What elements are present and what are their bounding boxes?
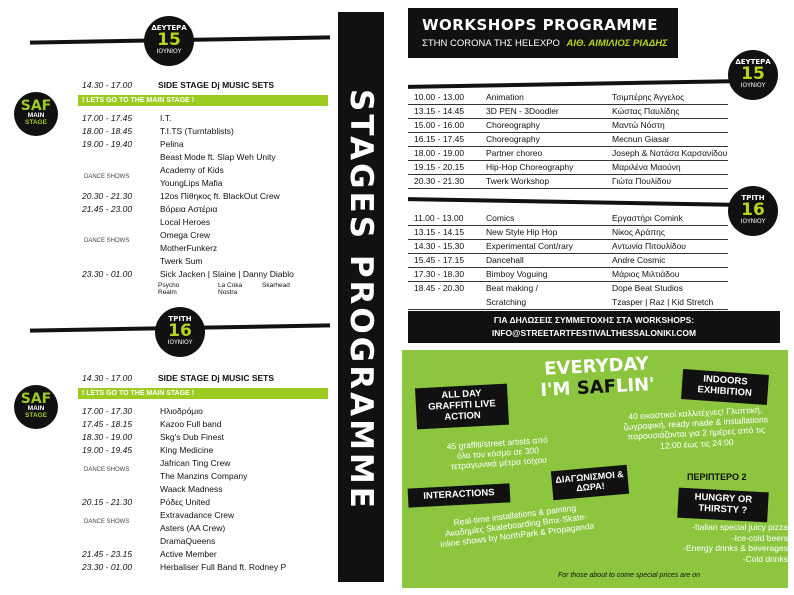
headline-line-1: EVERYDAY — [543, 353, 650, 380]
instructor: Εργαστήρι Comink — [612, 213, 683, 223]
dance-shows-label: DANCE SHOWS — [84, 467, 130, 473]
badge-weekday: ΤΡΙΤΗ — [741, 194, 765, 202]
saf-logo-word: SAF — [20, 98, 52, 114]
time: 20.30 - 21.30 — [82, 191, 133, 201]
time: 17.00 - 17.45 — [82, 113, 133, 123]
promo-panel — [402, 350, 788, 588]
dance-shows-label: DANCE SHOWS — [84, 519, 130, 525]
time: 23.30 - 01.00 — [82, 269, 133, 279]
saf-logo-text — [14, 99, 58, 113]
act-name: Pelina — [160, 139, 184, 149]
act-name: Academy of Kids — [160, 165, 224, 175]
instructor: Αντωνία Πιτουλίδου — [612, 241, 686, 251]
indoors-title: INDOORS EXHIBITION — [681, 369, 769, 405]
saf-logo-main: MAIN — [27, 405, 45, 412]
time: 20.30 - 21.30 — [414, 176, 465, 186]
time: 18.00 - 18.45 — [82, 126, 133, 136]
workshop-name: Comics — [486, 213, 515, 223]
instructor: Μαντώ Νόστη — [612, 120, 665, 130]
info-email[interactable]: INFO@STREETARTFESTIVALTHESSALONIKI.COM — [491, 328, 697, 338]
time: 13.15 - 14.45 — [414, 106, 465, 116]
instructor: Νίκος Αράπης — [612, 227, 665, 237]
row-separator — [408, 281, 728, 282]
dance-shows-label: DANCE SHOWS — [84, 174, 130, 180]
time: 17.45 - 18.15 — [82, 419, 133, 429]
indoors-text: 40 εικαστικοί καλλιτέχνες! Γλυπτική, ζωγραφική, ready made & installations παρουσιάζονται για 2 ημέρες από τις 12:00 έως τις 24:00 — [623, 404, 769, 451]
badge-month: ΙΟΥΝΙΟΥ — [167, 339, 193, 346]
time: 23.30 - 01.00 — [82, 562, 133, 572]
saf-logo-stage: STAGE — [25, 118, 47, 126]
workshops-info — [408, 311, 780, 343]
workshop-name: Experimental Cont/rary — [486, 241, 573, 251]
instructor: Μάριος Μιλτιάδου — [612, 269, 680, 279]
row-separator — [408, 253, 728, 254]
instructor: Andre Cosmic — [612, 255, 666, 265]
headline-part: LIN' — [615, 374, 656, 398]
promo-headline — [501, 351, 693, 403]
ws-tuesday-badge — [728, 186, 778, 236]
graffiti-title: ALL DAY GRAFFITI LIVE ACTION — [415, 384, 509, 430]
workshop-name: New Style Hip Hop — [486, 227, 558, 237]
workshops-subtitle — [422, 38, 668, 49]
tuesday-side-label: SIDE STAGE Dj MUSIC SETS — [158, 373, 275, 383]
saf-logo-text — [14, 392, 58, 406]
time: 19.00 - 19.45 — [82, 445, 133, 455]
workshops-rule-1 — [408, 79, 738, 89]
time: 21.45 - 23.00 — [82, 204, 133, 214]
act-name: Kazoo Full band — [160, 419, 222, 429]
row-separator — [408, 104, 728, 105]
row-separator — [408, 309, 728, 310]
graffiti-text: 45 graffiti/street artists από όλο τον κόσμο σε 300 τετραγωνικά μέτρα τοίχου — [446, 434, 549, 472]
act-name: Sick Jacken | Slaine | Danny Diablo — [160, 269, 294, 279]
workshop-name: Scratching — [486, 297, 527, 307]
contest-title: ΔΙΑΓΩΝΙΣΜΟΙ & ΔΩΡΑ! — [551, 465, 629, 500]
badge-day: 16 — [741, 200, 765, 220]
badge-weekday: ΤΡΙΤΗ — [168, 315, 192, 323]
workshop-name: Twerk Workshop — [486, 176, 550, 186]
act-name: Herbaliser Full Band ft. Rodney P — [160, 562, 287, 572]
badge-day: 16 — [168, 321, 192, 341]
workshop-name: Choreography — [486, 120, 540, 130]
saf-logo-main: MAIN — [27, 112, 45, 119]
dance-shows-label: DANCE SHOWS — [84, 238, 130, 244]
act-name: Skg's Dub Finest — [160, 432, 224, 442]
hungry-note: For those about to come special prices are on — [558, 572, 701, 579]
time: 14.30 - 15.30 — [414, 241, 465, 251]
instructor: Τσιμπέρης Άγγελος — [612, 92, 685, 102]
workshop-name: 3D PEN - 3Doodler — [486, 106, 559, 116]
instructor: Mecnun Giasar — [612, 134, 670, 144]
time: 10.00 - 13.00 — [414, 92, 465, 102]
badge-day: 15 — [741, 64, 765, 84]
time: 16.15 - 17.45 — [414, 134, 465, 144]
time: 19.15 - 20.15 — [414, 162, 465, 172]
act-name: DramaQueens — [160, 536, 216, 546]
act-name: Twerk Sum — [160, 256, 203, 266]
time: 14.30 - 17.00 — [82, 80, 133, 90]
act-name: YoungLips Mafia — [160, 178, 223, 188]
hungry-title: HUNGRY OR THIRSTY ? — [677, 488, 768, 523]
badge-day: 15 — [157, 30, 181, 50]
row-separator — [408, 132, 728, 133]
interactions-text: Real-time installations & painting Ακαδημίες Skateboarding Bmx-Skate-inline shows by NorthPark & Propaganda — [439, 502, 595, 550]
act-name: Omega Crew — [160, 230, 211, 240]
hungry-list — [628, 522, 788, 565]
hungry-item: -Italian special juicy pizza — [692, 522, 788, 532]
time: 21.45 - 23.15 — [82, 549, 133, 559]
monday-date-badge — [144, 16, 194, 66]
act-name: Asters (AA Crew) — [160, 523, 226, 533]
act-name: I.T. — [160, 113, 172, 123]
workshop-name: Choreography — [486, 134, 540, 144]
row-separator — [408, 118, 728, 119]
act-name: Local Heroes — [160, 217, 211, 227]
time: 13.15 - 14.15 — [414, 227, 465, 237]
act-name: Ηλιοδρόμιο — [160, 406, 203, 416]
row-separator — [408, 267, 728, 268]
badge-month: ΙΟΥΝΙΟΥ — [740, 218, 766, 225]
instructor: Dope Beat Studios — [612, 283, 683, 293]
tuesday-main-stage-bar: ! LETS GO TO THE MAIN STAGE ! — [78, 388, 328, 399]
interactions-title: INTERACTIONS — [408, 483, 511, 507]
row-separator — [408, 225, 728, 226]
workshops-venue: ΣΤΗΝ CORONA ΤΗΣ HELEXPO — [422, 38, 560, 49]
headline-saf: SAF — [576, 376, 617, 400]
row-separator — [408, 146, 728, 147]
time: 11.00 - 13.00 — [414, 213, 464, 223]
hungry-item: -Ice-cold beers — [731, 532, 788, 543]
instructor: Κώστας Παυλίδης — [612, 106, 680, 116]
workshop-name: Dancehall — [486, 255, 524, 265]
act-name: Waack Madness — [160, 484, 223, 494]
workshops-banner — [408, 8, 678, 58]
saf-logo-word: SAF — [20, 391, 52, 407]
act-name: Beast Mode ft. Slap Weh Unity — [160, 152, 276, 162]
monday-side-label: SIDE STAGE Dj MUSIC SETS — [158, 80, 275, 90]
sub-act: Psycho Realm — [158, 282, 180, 296]
saf-main-stage-logo — [14, 92, 58, 136]
act-name: MotherFunkerz — [160, 243, 218, 253]
badge-weekday: ΔΕΥΤΕΡΑ — [735, 58, 771, 66]
row-separator — [408, 174, 728, 175]
act-name: Ρόδες United — [160, 497, 210, 507]
workshop-name: Hip-Hop Choreography — [486, 162, 574, 172]
hungry-item: -Cold drinks — [742, 553, 788, 564]
instructor: Tzasper | Raz | Kid Stretch — [612, 297, 714, 307]
instructor: Γιώτα Πουλίδου — [612, 176, 671, 186]
info-line: ΓΙΑ ΔΗΛΩΣΕΙΣ ΣΥΜΜΕΤΟΧΗΣ ΣΤΑ WORKSHOPS: — [493, 315, 695, 325]
hungry-item: -Energy drinks & beverages — [683, 543, 788, 554]
headline-part: I'M — [539, 378, 578, 401]
instructor: Joseph & Νατάσα Καρσανίδου — [612, 148, 728, 158]
workshops-title: WORKSHOPS PROGRAMME — [422, 16, 658, 34]
time: 20.15 - 21.30 — [82, 497, 133, 507]
sub-act: La Coka Nostra — [218, 282, 243, 296]
workshop-name: Bimboy Voguing — [486, 269, 548, 279]
time: 17.00 - 17.30 — [82, 406, 133, 416]
workshop-name: Partner choreo — [486, 148, 543, 158]
time: 18.30 - 19.00 — [82, 432, 133, 442]
time: 18.00 - 19.00 — [414, 148, 465, 158]
act-name: King Medicine — [160, 445, 214, 455]
row-separator — [408, 160, 728, 161]
act-name: T.I.TS (Turntablists) — [160, 126, 234, 136]
saf-logo-stage: STAGE — [25, 411, 47, 419]
row-separator — [408, 239, 728, 240]
tuesday-date-badge — [155, 307, 205, 357]
sub-act: Skarhead — [262, 282, 290, 289]
badge-weekday: ΔΕΥΤΕΡΑ — [151, 24, 187, 32]
monday-main-stage-bar: ! LETS GO TO THE MAIN STAGE ! — [78, 95, 328, 106]
act-name: Extravadance Crew — [160, 510, 235, 520]
act-name: Jafrican Ting Crew — [160, 458, 231, 468]
time: 14.30 - 17.00 — [82, 373, 133, 383]
time: 15.00 - 16.00 — [414, 120, 465, 130]
stages-title: STAGES PROGRAMME — [343, 89, 379, 511]
act-name: Βόρεια Αστέρια — [160, 204, 218, 214]
time: 18.45 - 20.30 — [414, 283, 465, 293]
workshops-rule-2 — [408, 197, 738, 207]
row-separator — [408, 188, 728, 189]
workshops-hall: ΑΙΘ. ΑΙΜΙΛΙΟΣ ΡΙΑΔΗΣ — [566, 38, 668, 49]
act-name: The Manzins Company — [160, 471, 248, 481]
badge-month: ΙΟΥΝΙΟΥ — [740, 82, 766, 89]
time: 19.00 - 19.40 — [82, 139, 133, 149]
workshop-name: Beat making / — [486, 283, 538, 293]
time: 17.30 - 18.30 — [414, 269, 465, 279]
time: 15.45 - 17.15 — [414, 255, 465, 265]
badge-month: ΙΟΥΝΙΟΥ — [156, 48, 182, 55]
saf-main-stage-logo — [14, 385, 58, 429]
act-name: Active Member — [160, 549, 217, 559]
workshop-name: Animation — [486, 92, 524, 102]
indoors-place: ΠΕΡΙΠΤΕΡΟ 2 — [687, 472, 747, 482]
ws-monday-badge — [728, 50, 778, 100]
act-name: 12os Πίθηκος ft. BlackOut Crew — [160, 191, 280, 201]
instructor: Μαριλένα Μαούνη — [612, 162, 681, 172]
